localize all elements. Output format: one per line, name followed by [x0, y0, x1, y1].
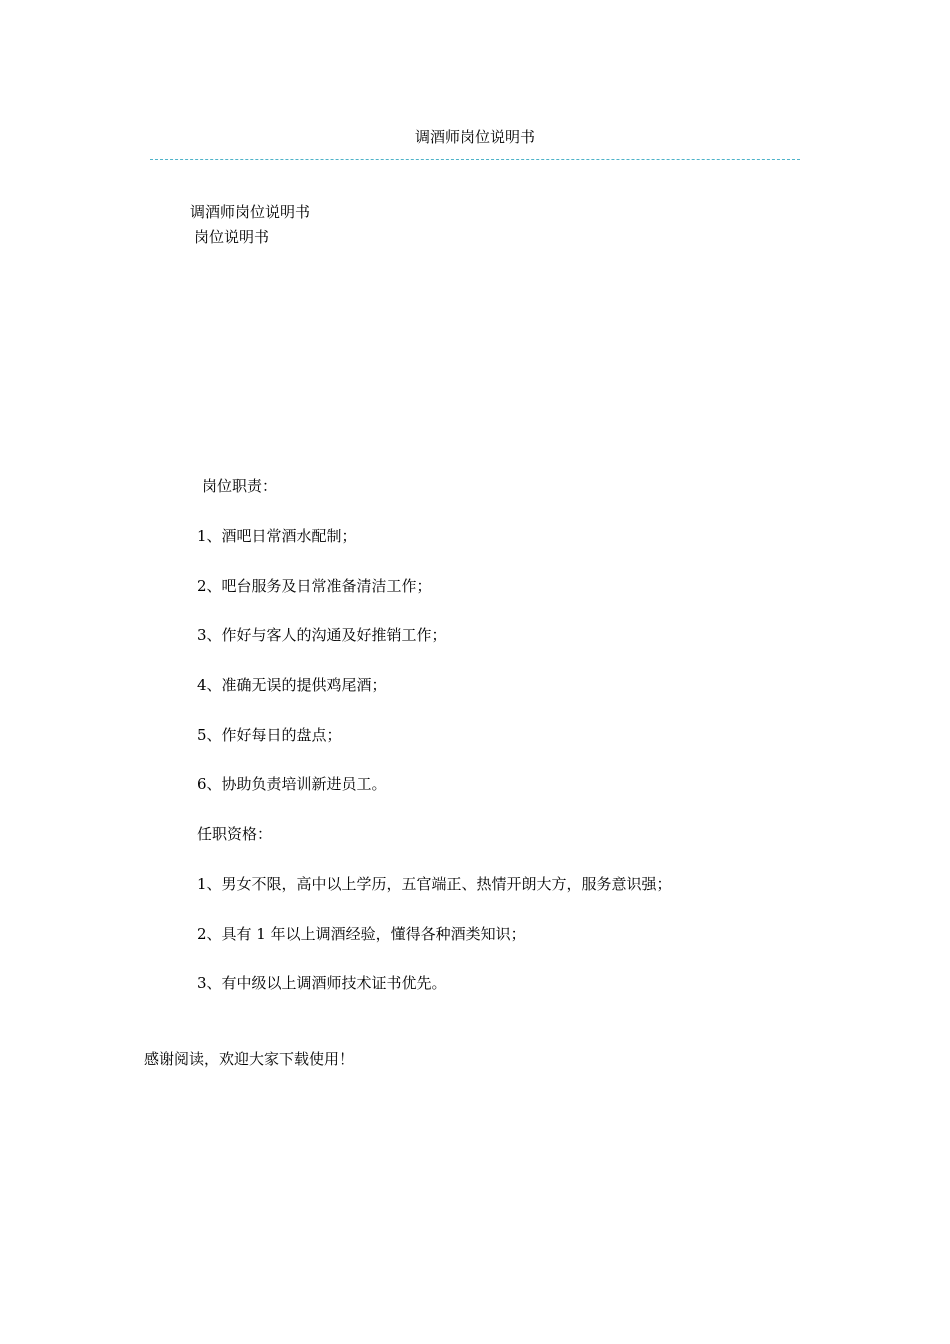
header-divider	[150, 159, 800, 160]
duty-item-6: 6、协助负责培训新进员工。	[197, 775, 387, 793]
duty-item-4: 4、准确无误的提供鸡尾酒；	[197, 676, 387, 694]
duty-item-5: 5、作好每日的盘点；	[197, 726, 342, 744]
document-subtitle: 岗位说明书	[194, 228, 270, 246]
duty-item-3: 3、作好与客人的沟通及好推销工作；	[197, 626, 447, 644]
duty-item-1: 1、酒吧日常酒水配制；	[197, 527, 357, 545]
page-header-title: 调酒师岗位说明书	[414, 128, 535, 146]
qualification-item-3: 3、有中级以上调酒师技术证书优先。	[197, 974, 447, 992]
document-title: 调酒师岗位说明书	[190, 203, 311, 221]
duty-item-2: 2、吧台服务及日常准备清洁工作；	[197, 577, 432, 595]
qualification-item-1: 1、男女不限，高中以上学历，五官端正、热情开朗大方，服务意识强；	[197, 875, 672, 893]
qualification-item-2: 2、具有 1 年以上调酒经验，懂得各种酒类知识；	[197, 925, 526, 943]
footer-thanks: 感谢阅读，欢迎大家下载使用！	[144, 1050, 355, 1068]
duties-heading: 岗位职责：	[202, 477, 278, 495]
qualifications-heading: 任职资格：	[197, 825, 273, 843]
